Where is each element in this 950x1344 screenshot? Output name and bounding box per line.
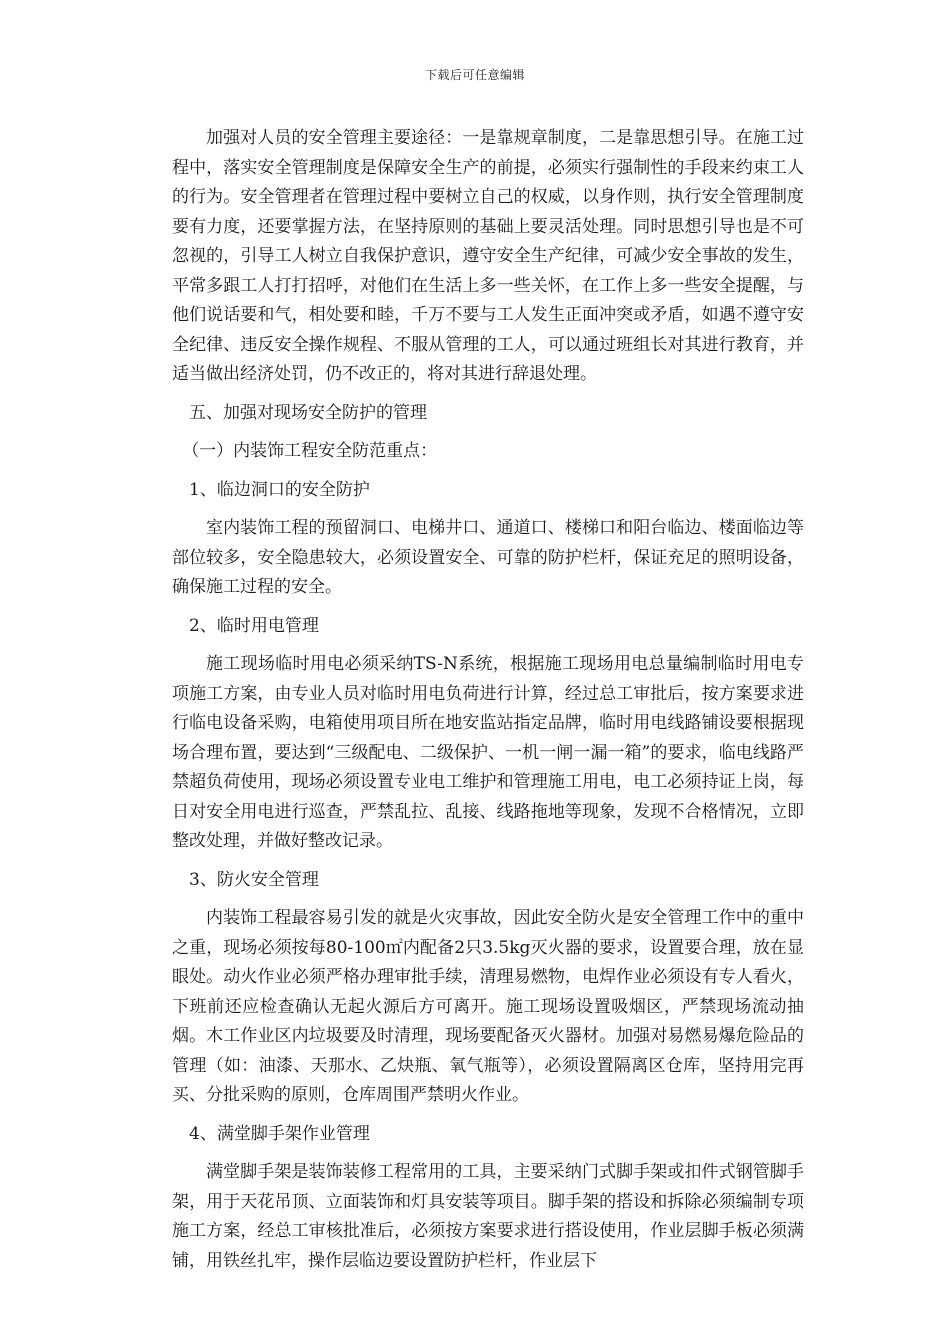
paragraph-temporary-power: 施工现场临时用电必须采纳TS-N系统，根据施工现场用电总量编制临时用电专项施工方案，由专业人员对临时用电负荷进行计算，经过总工审批后，按方案要求进行临电设备采购，电箱使用项目所在地安监站指定品牌，临时用电线路铺设要根据现场合理布置，要达到“三级配电、二级保护、一机一闸一漏一箱”的要求，临电线路严禁超负荷使用，现场必须设置专业电工维护和管理施工用电，电工必须持证上岗，每日对安全用电进行巡查，严禁乱拉、乱接、线路拖地等现象，发现不合格情况，立即整改处理，并做好整改记录。 [172, 654, 804, 851]
page-header: 下载后可任意编辑 [424, 68, 525, 82]
paragraph-personnel-management: 加强对人员的安全管理主要途径：一是靠规章制度，二是靠思想引导。在施工过程中，落实安全管理制度是保障安全生产的前提，必须实行强制性的手段来约束工人的行为。安全管理者在管理过程中要树立自己的权威，以身作则，执行安全管理制度要有力度，还要掌握方法，在坚持原则的基础上要灵活处理。同时思想引导也是不可忽视的，引导工人树立自我保护意识，遵守安全生产纪律，可减少安全事故的发生，平常多跟工人打打招呼，对他们在生活上多一些关怀，在工作上多一些安全提醒，与他们说话要和气，相处要和睦，千万不要与工人发生正面冲突或矛盾，如遇不遵守安全纪律、违反安全操作规程、不服从管理的工人，可以通过班组长对其进行教育，并适当做出经济处罚，仍不改正的，将对其进行辞退处理。 [172, 128, 804, 384]
document-body [172, 124, 804, 1285]
subsection-heading-1: （一）内装饰工程安全防范重点： [182, 441, 438, 461]
section-heading-5: 五、加强对现场安全防护的管理 [189, 402, 427, 423]
item-heading-4: 4、满堂脚手架作业管理 [189, 1123, 370, 1144]
item-heading-2: 2、临时用电管理 [189, 615, 319, 636]
paragraph-fire-safety: 内装饰工程最容易引发的就是火灾事故，因此安全防火是安全管理工作中的重中之重，现场必须按每80-100㎡内配备2只3.5kg灭火器的要求，设置要合理，放在显眼处。动火作业必须严格办理审批手续，清理易燃物，电焊作业必须设有专人看火，下班前还应检查确认无起火源后方可离开。施工现场设置吸烟区，严禁现场流动抽烟。木工作业区内垃圾要及时清理，现场要配备灭火器材。加强对易燃易爆危险品的管理（如：油漆、天那水、乙炔瓶、氧气瓶等），必须设置隔离区仓库，坚持用完再买、分批采购的原则，仓库周围严禁明火作业。 [172, 908, 804, 1105]
item-heading-1: 1、临边洞口的安全防护 [189, 479, 370, 500]
item-heading-3: 3、防火安全管理 [189, 869, 319, 890]
paragraph-scaffolding: 满堂脚手架是装饰装修工程常用的工具，主要采纳门式脚手架或扣件式钢管脚手架，用于天花吊顶、立面装饰和灯具安装等项目。脚手架的搭设和拆除必须编制专项施工方案，经总工审核批准后，必须按方案要求进行搭设使用，作业层脚手板必须满铺，用铁丝扎牢，操作层临边要设置防护栏杆，作业层下 [172, 1162, 804, 1271]
paragraph-edge-openings: 室内装饰工程的预留洞口、电梯井口、通道口、楼梯口和阳台临边、楼面临边等部位较多，安全隐患较大，必须设置安全、可靠的防护栏杆，保证充足的照明设备，确保施工过程的安全。 [172, 518, 804, 597]
